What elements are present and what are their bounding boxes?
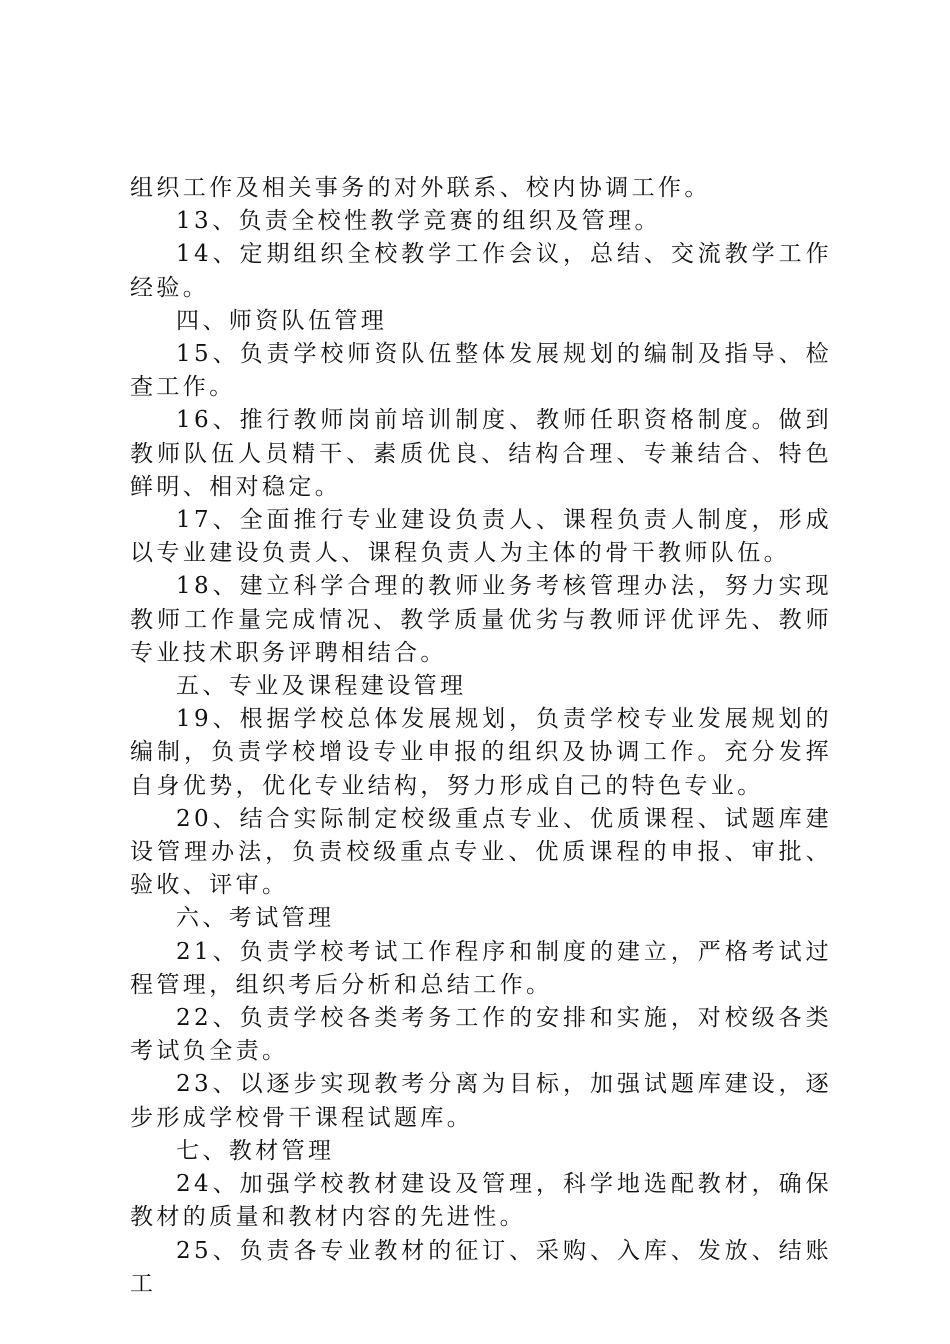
paragraph: 组织工作及相关事务的对外联系、校内协调工作。 xyxy=(130,175,711,201)
paragraph: 15、负责学校师资队伍整体发展规划的编制及指导、检查工作。 xyxy=(130,341,832,401)
paragraph: 16、推行教师岗前培训制度、教师任职资格制度。做到教师队伍人员精干、素质优良、结构合理、专兼结合、特色鲜明、相对稳定。 xyxy=(130,407,832,500)
paragraph: 18、建立科学合理的教师业务考核管理办法，努力实现教师工作量完成情况、教学质量优劣与教师评优评先、教师专业技术职务评聘相结合。 xyxy=(130,573,832,666)
paragraph: 20、结合实际制定校级重点专业、优质课程、试题库建设管理办法，负责校级重点专业、优质课程的申报、审批、验收、评审。 xyxy=(130,805,832,899)
document-body xyxy=(130,172,832,1301)
section-heading: 六、考试管理 xyxy=(176,905,335,932)
section-heading: 七、教材管理 xyxy=(176,1137,335,1164)
section-heading: 五、专业及课程建设管理 xyxy=(176,673,467,700)
paragraph: 17、全面推行专业建设负责人、课程负责人制度，形成以专业建设负责人、课程负责人为主体的骨干教师队伍。 xyxy=(130,507,832,567)
paragraph: 25、负责各专业教材的征订、采购、入库、发放、结账工 xyxy=(130,1237,832,1297)
section-heading: 四、师资队伍管理 xyxy=(176,307,388,334)
paragraph: 24、加强学校教材建设及管理，科学地选配教材，确保教材的质量和教材内容的先进性。 xyxy=(130,1171,832,1231)
paragraph: 21、负责学校考试工作程序和制度的建立，严格考试过程管理，组织考后分析和总结工作。 xyxy=(130,938,832,998)
paragraph: 14、定期组织全校教学工作会议，总结、交流教学工作经验。 xyxy=(130,241,832,301)
paragraph: 19、根据学校总体发展规划，负责学校专业发展规划的编制，负责学校增设专业申报的组织及协调工作。充分发挥自身优势，优化专业结构，努力形成自己的特色专业。 xyxy=(130,706,832,799)
paragraph: 13、负责全校性教学竞赛的组织及管理。 xyxy=(176,208,661,235)
paragraph: 23、以逐步实现教考分离为目标，加强试题库建设，逐步形成学校骨干课程试题库。 xyxy=(130,1071,832,1131)
paragraph: 22、负责学校各类考务工作的安排和实施，对校级各类考试负全责。 xyxy=(130,1005,832,1065)
